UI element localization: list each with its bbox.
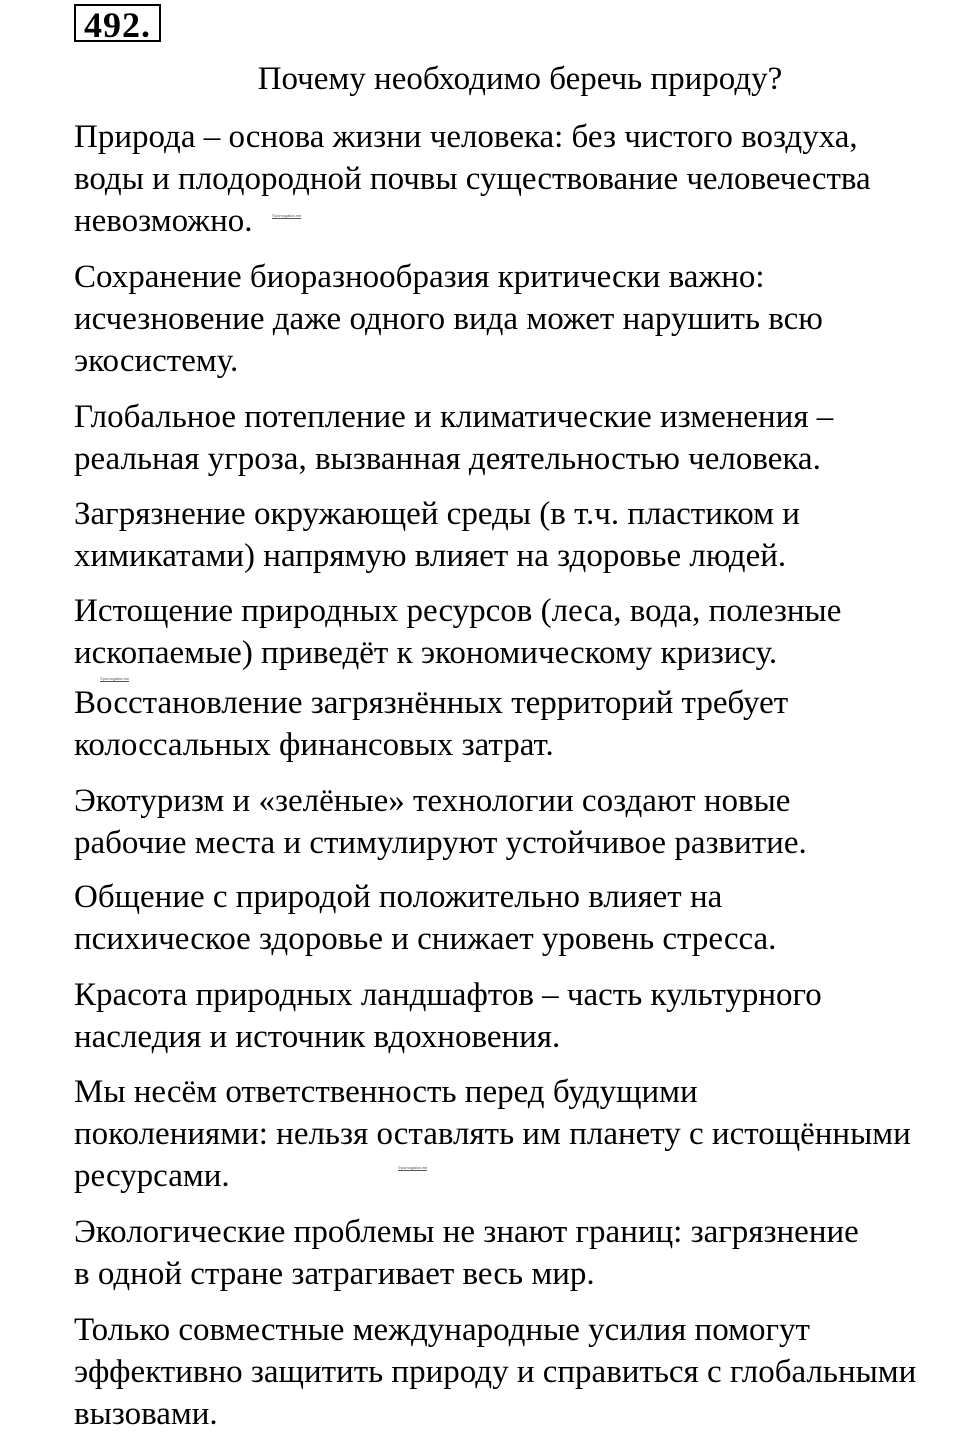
paragraph <box>4 396 956 480</box>
paragraph <box>4 682 956 766</box>
paragraph-line: Красота природных ландшафтов – часть культурного <box>74 977 822 1013</box>
paragraph <box>4 974 956 1058</box>
paragraph-line: вызовами. <box>74 1396 218 1432</box>
paragraph-line: Только совместные международные усилия помогут <box>74 1312 810 1348</box>
paragraph <box>4 256 956 382</box>
paragraph-line: Природа – основа жизни человека: без чистого воздуха, <box>74 119 858 155</box>
paragraph-line: реальная угроза, вызванная деятельностью человека. <box>74 441 821 477</box>
paragraph-line: ископаемые) приведёт к экономическому кризису. <box>74 635 778 671</box>
paragraph <box>4 1211 956 1295</box>
paragraph-line: эффективно защитить природу и справиться с глобальными <box>74 1354 917 1390</box>
paragraph-line: наследия и источник вдохновения. <box>74 1019 561 1055</box>
watermark: ©pomogalka.me <box>272 213 302 218</box>
paragraph-line: колоссальных финансовых затрат. <box>74 727 554 763</box>
paragraph-line: экосистему. <box>74 343 239 379</box>
paragraph <box>4 493 956 577</box>
paragraph-line: невозможно. <box>74 203 253 239</box>
paragraph-line: в одной стране затрагивает весь мир. <box>74 1256 595 1292</box>
exercise-number: 492. <box>74 4 161 42</box>
paragraph-line: Сохранение биоразнообразия критически важно: <box>74 259 765 295</box>
paragraph-line: Экотуризм и «зелёные» технологии создают новые <box>74 783 791 819</box>
paragraph-line: психическое здоровье и снижает уровень стресса. <box>74 921 777 957</box>
paragraph <box>4 590 956 674</box>
paragraph <box>4 1309 956 1435</box>
paragraph-line: Загрязнение окружающей среды (в т.ч. пластиком и <box>74 496 800 532</box>
page-title: Почему необходимо беречь природу? <box>257 61 783 97</box>
paragraph-line: Глобальное потепление и климатические изменения – <box>74 399 834 435</box>
paragraph-line: Экологические проблемы не знают границ: загрязнение <box>74 1214 859 1250</box>
paragraph-line: Восстановление загрязнённых территорий требует <box>74 685 789 721</box>
paragraph <box>4 780 956 864</box>
paragraph-line: Истощение природных ресурсов (леса, вода, полезные <box>74 593 842 629</box>
paragraph-line: химикатами) напрямую влияет на здоровье людей. <box>74 538 787 574</box>
watermark: ©pomogalka.me <box>100 676 130 681</box>
paragraph-line: Общение с природой положительно влияет на <box>74 879 723 915</box>
watermark: ©pomogalka.me <box>398 1165 428 1170</box>
paragraph <box>4 876 956 960</box>
paragraph <box>4 116 956 242</box>
paragraph-line: поколениями: нельзя оставлять им планету с истощёнными <box>74 1116 911 1152</box>
paragraph-line: воды и плодородной почвы существование человечества <box>74 161 871 197</box>
paragraph-line: Мы несём ответственность перед будущими <box>74 1074 698 1110</box>
paragraph-line: рабочие места и стимулируют устойчивое развитие. <box>74 825 807 861</box>
paragraph-line: исчезновение даже одного вида может нарушить всю <box>74 301 823 337</box>
paragraph <box>4 1071 956 1197</box>
paragraph-line: ресурсами. <box>74 1158 230 1194</box>
